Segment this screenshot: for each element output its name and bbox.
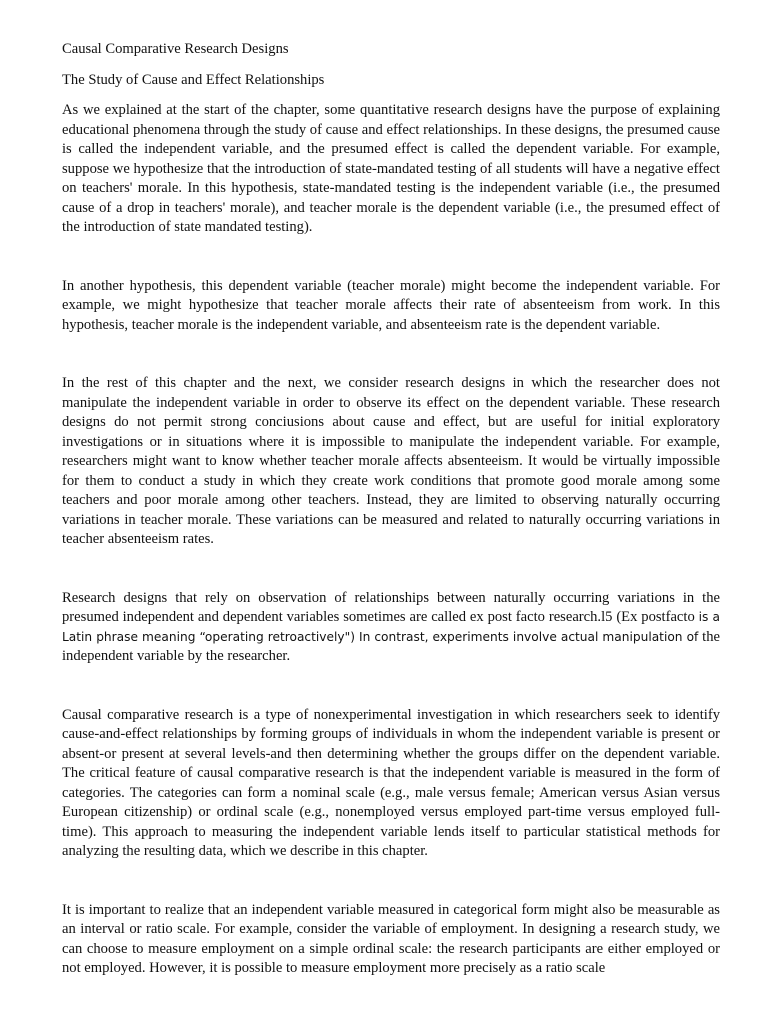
document-title: Causal Comparative Research Designs xyxy=(62,41,289,57)
ex-post-facto-text-1: Research designs that rely on observation of relationships between naturally occurring variations in the presumed independent and dependent variables sometimes are called ex post facto research.l5 (Ex postfacto xyxy=(62,589,720,625)
paragraph-spacer xyxy=(62,550,720,589)
ex-post-facto-text-2: is a Latin phrase meaning “operating retroactively") In contrast, experiments involve actual manipulation of xyxy=(62,610,720,644)
paragraph-spacer xyxy=(62,335,720,374)
paragraph-research-designs: In the rest of this chapter and the next, we consider research designs in which the researcher does not manipulate the independent variable in order to observe its effect on the dependent variable. These research designs do not permit strong conciusions about cause and effect, but are useful for initial exploratory investigations or in situations where it is impossible to manipulate the independent variable. For example, researchers might want to know whether teacher morale affects absenteeism. It would be virtually impossible for them to conduct a study in which they create work conditions that promote good morale among some teachers and poor morale among other teachers. Instead, they are limited to observing naturally occurring variations in teacher morale. These variations can be measured and related to naturally occurring variations in teacher absenteeism rates. xyxy=(62,375,720,547)
paragraph-causal-comparative: Causal comparative research is a type of nonexperimental investigation in which researchers seek to identify cause-and-effect relationships by forming groups of individuals in whom the independent variable is present or absent-or present at several levels-and then determining whether the groups differ on the dependent variable. The critical feature of causal comparative research is that the independent variable is measured in the form of categories. The categories can form a nominal scale (e.g., male versus female; American versus Asian versus European citizenship) or ordinal scale (e.g., nonemployed versus employed part-time versus employed full-time). This approach to measuring the independent variable lends itself to particular statistical methods for analyzing the resulting data, which we describe in this chapter. xyxy=(62,706,720,859)
paragraph-spacer xyxy=(62,862,720,901)
document-page xyxy=(62,40,720,979)
paragraph-spacer xyxy=(62,238,720,277)
ex-post-facto-text-3: the independent variable by the researcher. xyxy=(62,628,720,664)
paragraph-another-hypothesis: In another hypothesis, this dependent variable (teacher morale) might become the independent variable. For example, we might hypothesize that teacher morale affects their rate of absenteeism from work. In this hypothesis, teacher morale is the independent variable, and absenteeism rate is the dependent variable. xyxy=(62,277,720,333)
document-subtitle: The Study of Cause and Effect Relationships xyxy=(62,71,325,88)
paragraph-intro: As we explained at the start of the chapter, some quantitative research designs have the purpose of explaining educational phenomena through the study of cause and effect relationships. In these designs, the presumed cause is called the independent variable, and the presumed effect is called the dependent variable. For example, suppose we hypothesize that the introduction of state-mandated testing of all students will have a negative effect on teachers' morale. In this hypothesis, state-mandated testing is the independent variable (i.e., the presumed cause of a drop in teachers' morale), and teacher morale is the dependent variable (i.e., the presumed effect of the introduction of state mandated testing). xyxy=(62,102,720,235)
paragraph-ex-post-facto xyxy=(62,589,720,667)
paragraph-categorical-form: It is important to realize that an independent variable measured in categorical form might also be measurable as an interval or ratio scale. For example, consider the variable of employment. In designing a research study, we can choose to measure employment on a simple ordinal scale: the research participants are either employed or not employed. However, it is possible to measure employment more precisely as a ratio scale xyxy=(62,901,720,976)
paragraph-spacer xyxy=(62,667,720,706)
